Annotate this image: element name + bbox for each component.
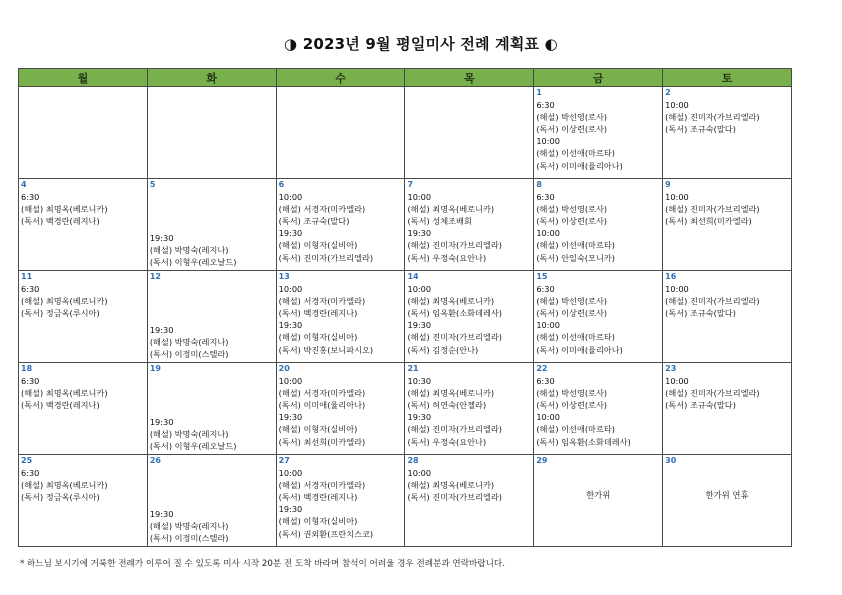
schedule-line: (해설) 진미자(가브리엘라) (665, 112, 760, 123)
day-cell (147, 455, 276, 547)
day-number: 14 (407, 272, 419, 281)
day-number: 1 (536, 88, 542, 97)
schedule-line: 19:30 (149, 508, 174, 519)
day-cell (147, 87, 276, 179)
holiday-label: 한가위 연휴 (705, 490, 749, 501)
day-number: 16 (665, 272, 677, 281)
weekday-fri: 금 (534, 69, 663, 87)
schedule-line: (독서) 진미자(가브리엘라) (278, 252, 374, 263)
schedule-line: (독서) 허연숙(안젤라) (407, 400, 487, 411)
schedule-line: (해설) 박명숙(레지나) (149, 244, 229, 255)
schedule-line: (독서) 김정순(안나) (407, 344, 479, 355)
schedule-line: (해설) 박선영(로사) (536, 388, 608, 399)
schedule-line: 6:30 (536, 100, 555, 111)
schedule-line: 10:00 (278, 284, 303, 295)
weekday-tue: 화 (147, 69, 276, 87)
schedule-line: (독서) 백경란(레지나) (21, 216, 100, 227)
schedule-line: (독서) 최선희(미카엘라) (278, 436, 366, 447)
schedule-line: (독서) 박진홍(보니파시오) (278, 344, 374, 355)
schedule-line: 19:30 (278, 228, 303, 239)
schedule-line: 6:30 (536, 376, 555, 387)
schedule-line: (해설) 서경자(미카엘라) (278, 480, 366, 491)
day-number: 11 (21, 272, 33, 281)
week-row (19, 271, 792, 363)
day-number: 21 (407, 364, 419, 373)
day-cell (405, 179, 534, 271)
schedule-line: 19:30 (407, 320, 432, 331)
day-cell (534, 87, 663, 179)
schedule-line: (해설) 이형자(실비아) (278, 240, 358, 251)
day-cell (534, 179, 663, 271)
day-number: 6 (278, 180, 285, 189)
day-cell (276, 455, 405, 547)
schedule-line: 10:00 (665, 192, 689, 203)
day-cell (663, 455, 792, 547)
day-cell (19, 455, 148, 547)
day-number: 26 (149, 456, 161, 465)
schedule-line: (독서) 성체조배회 (407, 216, 472, 227)
schedule-line: (해설) 진미자(가브리엘라) (665, 204, 760, 215)
day-number: 5 (149, 180, 156, 189)
day-number: 28 (407, 456, 419, 465)
holiday-label: 한가위 (586, 490, 611, 501)
schedule-line: (독서) 안일숙(모니카) (536, 252, 615, 263)
schedule-line: (해설) 최명옥(베로니카) (21, 296, 108, 307)
weekday-sat: 토 (663, 69, 792, 87)
day-number: 2 (665, 88, 671, 97)
schedule-line: (독서) 권외환(프란치스코) (278, 528, 374, 539)
day-cell (663, 271, 792, 363)
evening-mass-block (150, 508, 229, 544)
day-number: 20 (278, 364, 290, 373)
schedule-line: (해설) 진미자(가브리엘라) (407, 240, 502, 251)
day-number: 15 (536, 272, 548, 281)
schedule-line: (독서) 백경란(레지나) (278, 492, 358, 503)
schedule-line: 10:30 (407, 376, 432, 387)
schedule-line: (독서) 최선희(미카엘라) (665, 216, 752, 227)
week-row (19, 363, 792, 455)
schedule-line: (해설) 박명숙(레지나) (149, 520, 229, 531)
day-cell (19, 179, 148, 271)
liturgy-calendar (18, 68, 792, 547)
schedule-line: (독서) 조규숙(말다) (665, 308, 736, 319)
schedule-line: (해설) 진미자(가브리엘라) (665, 388, 760, 399)
schedule-line: (독서) 이정미(스텔라) (149, 348, 229, 359)
day-cell (663, 363, 792, 455)
schedule-line: (독서) 진미자(가브리엘라) (407, 492, 502, 503)
schedule-line: (해설) 진미자(가브리엘라) (407, 424, 502, 435)
evening-mass-block (150, 232, 237, 268)
schedule-line: (해설) 서경자(미카엘라) (278, 296, 366, 307)
schedule-line: 10:00 (536, 412, 560, 423)
weekday-mon: 월 (19, 69, 148, 87)
week-row (19, 87, 792, 179)
day-number: 9 (665, 180, 671, 189)
day-cell (405, 87, 534, 179)
day-number: 27 (278, 456, 290, 465)
day-cell (405, 363, 534, 455)
day-number: 22 (536, 364, 548, 373)
day-cell (276, 363, 405, 455)
day-number: 7 (407, 180, 414, 189)
day-cell (534, 271, 663, 363)
evening-mass-block (150, 416, 237, 452)
schedule-line: (독서) 이정미(스텔라) (149, 532, 229, 543)
schedule-line: 10:00 (407, 468, 432, 479)
schedule-line: 19:30 (278, 320, 303, 331)
day-number: 4 (21, 180, 27, 189)
schedule-line: (해설) 이형자(실비아) (278, 516, 358, 527)
schedule-line: (해설) 박선영(로사) (536, 204, 608, 215)
day-cell (534, 455, 663, 547)
day-number: 19 (149, 364, 161, 373)
schedule-line: (해설) 최명옥(베로니카) (407, 296, 495, 307)
schedule-line: (해설) 최명옥(베로니카) (407, 204, 495, 215)
schedule-line: 19:30 (407, 228, 432, 239)
day-cell (534, 363, 663, 455)
schedule-line: (해설) 서경자(미카엘라) (278, 204, 366, 215)
schedule-line: 6:30 (21, 468, 40, 479)
week-row (19, 179, 792, 271)
schedule-line: (해설) 최명옥(베로니카) (21, 480, 108, 491)
day-number: 13 (278, 272, 290, 281)
schedule-line: (독서) 이상련(로사) (536, 216, 608, 227)
schedule-line: 6:30 (21, 376, 40, 387)
schedule-line: 10:00 (407, 284, 432, 295)
evening-mass-block (150, 324, 229, 360)
day-cell (276, 179, 405, 271)
schedule-line: 6:30 (536, 284, 555, 295)
schedule-line: 10:00 (536, 320, 560, 331)
day-cell (405, 455, 534, 547)
schedule-line: 19:30 (278, 412, 303, 423)
schedule-line: (해설) 최명옥(베로니카) (21, 204, 108, 215)
schedule-line: (해설) 박선영(로사) (536, 296, 608, 307)
schedule-line: (독서) 이미애(율리아나) (536, 344, 623, 355)
day-cell (663, 179, 792, 271)
schedule-line: 10:00 (407, 192, 432, 203)
page-title: ◑ 2023년 9월 평일미사 전례 계획표 ◐ (284, 35, 558, 53)
schedule-line: (해설) 진미자(가브리엘라) (407, 332, 502, 343)
schedule-line: 10:00 (665, 100, 689, 111)
schedule-line: (해설) 이형자(실비아) (278, 332, 358, 343)
schedule-line: 6:30 (536, 192, 555, 203)
day-cell (147, 179, 276, 271)
day-number: 23 (665, 364, 677, 373)
schedule-line: (독서) 이미애(율리아나) (536, 160, 623, 171)
weekday-header-row (19, 69, 792, 87)
schedule-line: 10:00 (536, 136, 560, 147)
schedule-line: 10:00 (278, 468, 303, 479)
weekday-wed: 수 (276, 69, 405, 87)
schedule-line: (독서) 이상련(로사) (536, 308, 608, 319)
weekday-thu: 목 (405, 69, 534, 87)
schedule-line: 10:00 (665, 284, 689, 295)
schedule-line: (해설) 이선애(마르타) (536, 332, 615, 343)
footnote: * 하느님 보시기에 거룩한 전례가 이루어 질 수 있도록 미사 시작 20분 전 도착 바라며 참석이 어려울 경우 전례분과 연락바랍니다. (20, 559, 505, 569)
day-cell (147, 363, 276, 455)
schedule-line: (해설) 서경자(미카엘라) (278, 388, 366, 399)
schedule-line: (해설) 이선애(마르타) (536, 424, 615, 435)
schedule-line: 6:30 (21, 284, 40, 295)
schedule-line: (독서) 우정숙(요안나) (407, 252, 487, 263)
schedule-line: 19:30 (278, 504, 303, 515)
schedule-line: (독서) 정금옥(루시아) (21, 308, 100, 319)
schedule-line: 10:00 (536, 228, 560, 239)
schedule-line: (해설) 이형자(실비아) (278, 424, 358, 435)
day-cell (405, 271, 534, 363)
schedule-line: (독서) 정금옥(루시아) (21, 492, 100, 503)
schedule-line: (독서) 이형우(레오날드) (149, 440, 237, 451)
schedule-line: (독서) 이상련(로사) (536, 124, 608, 135)
schedule-line: (독서) 조규숙(말다) (278, 216, 350, 227)
week-row (19, 455, 792, 547)
day-number: 30 (665, 456, 677, 465)
day-number: 25 (21, 456, 33, 465)
schedule-line: 10:00 (665, 376, 689, 387)
schedule-line: (해설) 최명옥(베로니카) (407, 480, 495, 491)
day-number: 8 (536, 180, 542, 189)
schedule-line: (독서) 백경란(레지나) (21, 400, 100, 411)
schedule-line: (독서) 임옥환(소화데레사) (407, 308, 502, 319)
schedule-line: (해설) 진미자(가브리엘라) (665, 296, 760, 307)
schedule-line: (해설) 박선영(로사) (536, 112, 608, 123)
day-cell (147, 271, 276, 363)
schedule-line: (독서) 임옥환(소화데레사) (536, 436, 631, 447)
day-cell (19, 271, 148, 363)
schedule-line: (해설) 박명숙(레지나) (149, 336, 229, 347)
schedule-line: (해설) 최명옥(베로니카) (407, 388, 495, 399)
schedule-line: (독서) 조규숙(말다) (665, 400, 736, 411)
schedule-line: (해설) 이선애(마르타) (536, 148, 615, 159)
schedule-line: 6:30 (21, 192, 40, 203)
schedule-line: (해설) 박명숙(레지나) (149, 428, 229, 439)
day-cell (276, 271, 405, 363)
schedule-line: (독서) 이미애(율리아나) (278, 400, 366, 411)
day-cell (19, 363, 148, 455)
schedule-line: 19:30 (149, 324, 174, 335)
day-number: 18 (21, 364, 33, 373)
schedule-line: 19:30 (149, 416, 174, 427)
schedule-line: 19:30 (407, 412, 432, 423)
schedule-line: (독서) 이형우(레오날드) (149, 256, 237, 267)
day-cell (276, 87, 405, 179)
schedule-line: (해설) 이선애(마르타) (536, 240, 615, 251)
schedule-line: (독서) 백경란(레지나) (278, 308, 358, 319)
day-number: 29 (536, 456, 548, 465)
schedule-line: 10:00 (278, 192, 303, 203)
schedule-line: (해설) 최명옥(베로니카) (21, 388, 108, 399)
schedule-line: 10:00 (278, 376, 303, 387)
schedule-line: (독서) 우정숙(요안나) (407, 436, 487, 447)
schedule-line: 19:30 (149, 232, 174, 243)
day-cell (663, 87, 792, 179)
schedule-line: (독서) 조규숙(말다) (665, 124, 736, 135)
schedule-line: (독서) 이상련(로사) (536, 400, 608, 411)
day-cell (19, 87, 148, 179)
day-number: 12 (149, 272, 161, 281)
